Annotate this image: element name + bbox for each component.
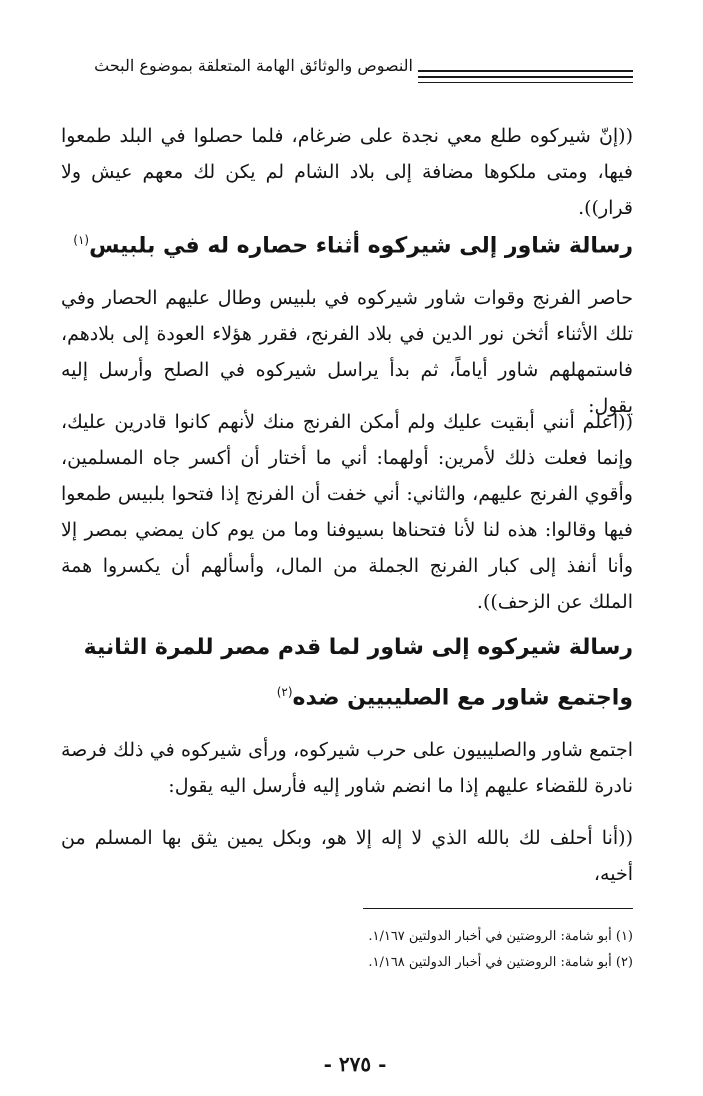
running-header-title: النصوص والوثائق الهامة المتعلقة بموضوع البحث	[94, 56, 413, 75]
footnote-ref-2: (٢)	[276, 685, 293, 699]
paragraph-narrative-1: حاصر الفرنج وقوات شاور شيركوه في بلبيس وطال عليهم الحصار وفي تلك الأثناء أثخن نور الدين في بلاد الفرنج، فقرر هؤلاء العودة إلى بلادهم، فاستمهلهم شاور أياماً، ثم بدأ يراسل شيركوه في الصلح وأرسل إليه يقول:	[61, 287, 633, 417]
paragraph-narrative-2: اجتمع شاور والصليبيون على حرب شيركوه، ورأى شيركوه في ذلك فرصة نادرة للقضاء عليهم إذا ما انضم شاور إليه فأرسل اليه يقول:	[61, 739, 633, 797]
paragraph-quote-2: ((اعلم أنني أبقيت عليك ولم أمكن الفرنج منك لأنهم كانوا قادرين عليك، وإنما فعلت ذلك لأمرين: أولهما: أني ما أختار أن أكسر جاه المسلمين، وأقوي الفرنج عليهم، والثاني: أني خفت أن الفرنج إذا فتحوا بلبيس طمعوا فيها وقالوا: هذه لنا لأنا فتحناها بسيوفنا وما من يوم كان يمضي بمصر إلا وأنا أنفذ إلى كبار الفرنج الجملة من المال، وأسألهم أن يكسروا همة الملك عن الزحف)).	[61, 411, 633, 613]
paragraph-quote-3: ((أنا أحلف لك بالله الذي لا إله إلا هو، وبكل يمين يثق بها المسلم من أخيه،	[61, 827, 633, 885]
footnote-2: (٢) أبو شامة: الروضتين في أخبار الدولتين ١/١٦٨.	[368, 955, 633, 970]
paragraph-quote-1: ((إنّ شيركوه طلع معي نجدة على ضرغام، فلما حصلوا في البلد طمعوا فيها، ومتى ملكوها مضافة إلى بلاد الشام لم يكن لك معهم عيش ولا قرار)).	[61, 125, 633, 219]
section-heading-2	[53, 626, 633, 720]
header-rule	[418, 82, 633, 83]
header-rule	[418, 76, 633, 78]
header-rule	[418, 70, 633, 72]
footnote-1: (١) أبو شامة: الروضتين في أخبار الدولتين ١/١٦٧.	[368, 929, 633, 944]
section-heading-1-text: رسالة شاور إلى شيركوه أثناء حصاره له في بلبيس	[89, 233, 633, 259]
page-number: - ٢٧٥ -	[323, 1052, 387, 1076]
section-heading-2-text: رسالة شيركوه إلى شاور لما قدم مصر للمرة الثانية واجتمع شاور مع الصليبيين ضده	[83, 635, 633, 711]
footnote-ref-1: (١)	[73, 233, 90, 247]
footnote-separator	[363, 908, 633, 909]
section-heading-1	[53, 218, 633, 268]
